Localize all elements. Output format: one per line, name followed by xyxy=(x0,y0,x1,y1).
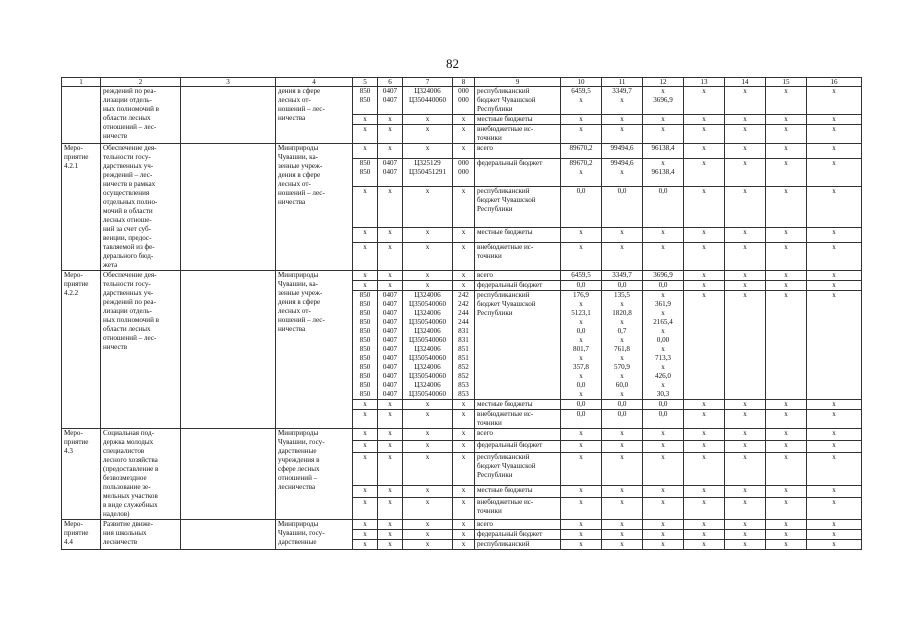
code-cell: x xyxy=(403,440,453,452)
value-cell: x xyxy=(725,400,766,410)
code-cell: x xyxy=(353,485,378,497)
value-cell: x xyxy=(561,125,602,144)
code-cell: x xyxy=(453,115,475,125)
value-cell: x xyxy=(766,125,807,144)
measure-code-cell xyxy=(62,87,101,144)
code-cell: x xyxy=(353,125,378,144)
value-cell: x xyxy=(807,452,862,485)
value-cell: x xyxy=(807,530,862,540)
code-cell: x xyxy=(453,440,475,452)
table-row xyxy=(62,429,862,441)
table-row xyxy=(62,87,862,115)
funding-source-cell: местные бюджеты xyxy=(475,485,561,497)
code-cell: x xyxy=(403,115,453,125)
code-cell: x xyxy=(378,400,403,410)
code-cell: x xyxy=(353,186,378,227)
value-cell: 96138,4 xyxy=(643,144,684,159)
value-cell: x xyxy=(725,452,766,485)
funding-source-cell: внебюджетные ис- точники xyxy=(475,497,561,519)
column-number-header: 7 xyxy=(403,78,453,87)
code-cell: x xyxy=(353,228,378,243)
value-cell: x xyxy=(725,291,766,400)
value-cell: x xyxy=(807,540,862,550)
value-cell: 176,9 x 5123,1 x 0,0 x 801,7 x 357,8 x 0,0 x xyxy=(561,291,602,400)
value-cell: x xyxy=(725,242,766,270)
code-cell: Ц324006 Ц350540060 Ц324006 Ц350540060 Ц324006 Ц350540060 Ц324006 Ц350540060 Ц324006 Ц350540060 Ц324006 Ц350540060 xyxy=(403,291,453,400)
column-number-header: 15 xyxy=(766,78,807,87)
value-cell: x xyxy=(725,271,766,281)
value-cell: x xyxy=(766,429,807,441)
funding-source-cell: местные бюджеты xyxy=(475,228,561,243)
code-cell: x xyxy=(453,228,475,243)
measure-name-cell: Обеспечение дея- тельности госу- дарственных уч- реждений – лес- ничеств в рамках осуществления отдельных полно- мочий в области лесных отноше- ний за счет суб- венции, предос- тавляемой из фе- дерального бюд- жета xyxy=(101,144,181,271)
value-cell: x xyxy=(684,520,725,530)
value-cell: 0,0 xyxy=(602,281,643,291)
value-cell: x xyxy=(807,242,862,270)
code-cell: x xyxy=(353,271,378,281)
value-cell: x xyxy=(684,115,725,125)
code-cell: 850 850 xyxy=(353,158,378,186)
code-cell: x xyxy=(353,520,378,530)
code-cell: x xyxy=(353,144,378,159)
value-cell: 0,0 xyxy=(602,186,643,227)
value-cell: x xyxy=(602,115,643,125)
code-cell: x xyxy=(353,281,378,291)
value-cell: x xyxy=(766,271,807,281)
funding-source-cell: республиканский xyxy=(475,540,561,550)
code-cell: x xyxy=(453,452,475,485)
value-cell: x xyxy=(725,520,766,530)
value-cell: x xyxy=(561,452,602,485)
measure-name-cell: Обеспечение дея- тельности госу- дарственных уч- реждений по реа- лизации отдель- ных полномочий в области лесных отношений – лес- ничеств xyxy=(101,271,181,429)
value-cell: x xyxy=(684,485,725,497)
executor-cell: Минприроды Чувашии, ка- зенные учреж- дения в сфере лесных от- ношений – лес- ничества xyxy=(276,271,353,429)
column-number-header: 16 xyxy=(807,78,862,87)
code-cell: 000 000 xyxy=(453,87,475,115)
funding-source-cell: федеральный бюджет xyxy=(475,281,561,291)
value-cell: x xyxy=(684,530,725,540)
funding-source-cell: республиканский бюджет Чувашской Республики xyxy=(475,452,561,485)
code-cell: x xyxy=(378,125,403,144)
funding-source-cell: внебюджетные ис- точники xyxy=(475,242,561,270)
column-number-header: 1 xyxy=(62,78,101,87)
code-cell: x xyxy=(353,540,378,550)
code-cell: x xyxy=(453,186,475,227)
value-cell: x xyxy=(602,497,643,519)
value-cell: x xyxy=(766,115,807,125)
code-cell: x xyxy=(403,228,453,243)
value-cell: x xyxy=(684,186,725,227)
value-cell: x xyxy=(684,400,725,410)
code-cell: x xyxy=(378,271,403,281)
value-cell: x xyxy=(643,520,684,530)
value-cell: x xyxy=(807,410,862,429)
measure-code-cell: Меро- приятие 4.2.2 xyxy=(62,271,101,429)
value-cell: x xyxy=(766,540,807,550)
value-cell: x xyxy=(725,228,766,243)
value-cell: x xyxy=(725,186,766,227)
code-cell: x xyxy=(353,242,378,270)
value-cell: x xyxy=(766,144,807,159)
code-cell: x xyxy=(353,452,378,485)
value-cell: x xyxy=(643,125,684,144)
measure-name-cell: Социальная под- держка молодых специалистов лесного хозяйства (предоставление в безвозмездное пользование зе- мельных участков в виде служебных наделов) xyxy=(101,429,181,520)
measure-code-cell: Меро- приятие 4.3 xyxy=(62,429,101,520)
measure-name-cell: Развитие движе- ния школьных лесничеств xyxy=(101,520,181,550)
code-cell: x xyxy=(378,452,403,485)
funding-source-cell: всего xyxy=(475,271,561,281)
value-cell: x xyxy=(766,87,807,115)
value-cell: 0,0 xyxy=(602,400,643,410)
code-cell: x xyxy=(453,429,475,441)
value-cell: x xyxy=(807,281,862,291)
value-cell: x xyxy=(602,452,643,485)
column-number-header: 8 xyxy=(453,78,475,87)
value-cell: x 96138,4 xyxy=(643,158,684,186)
value-cell: x xyxy=(807,400,862,410)
code-cell: x xyxy=(403,485,453,497)
value-cell: x xyxy=(807,158,862,186)
executor-cell: Минприроды Чувашии, ка- зенные учреж- дения в сфере лесных от- ношений – лес- ничества xyxy=(276,144,353,271)
value-cell: x xyxy=(602,520,643,530)
value-cell: 0,0 xyxy=(643,410,684,429)
code-cell: x xyxy=(378,281,403,291)
value-cell: x xyxy=(725,429,766,441)
code-cell: x xyxy=(403,281,453,291)
funding-source-cell: всего xyxy=(475,144,561,159)
value-cell: 0,0 xyxy=(561,400,602,410)
funding-source-cell: республиканский бюджет Чувашской Республики xyxy=(475,87,561,115)
code-cell: 850 850 xyxy=(353,87,378,115)
value-cell: x xyxy=(684,228,725,243)
value-cell: x xyxy=(807,497,862,519)
value-cell: x xyxy=(643,228,684,243)
funding-source-cell: всего xyxy=(475,520,561,530)
funding-source-cell: федеральный бюджет xyxy=(475,158,561,186)
value-cell: x xyxy=(561,440,602,452)
value-cell: x xyxy=(766,281,807,291)
value-cell: x 3696,9 xyxy=(643,87,684,115)
value-cell: x xyxy=(684,158,725,186)
value-cell: x xyxy=(725,540,766,550)
code-cell: x xyxy=(378,228,403,243)
column-number-header: 2 xyxy=(101,78,181,87)
value-cell: x xyxy=(561,429,602,441)
executor-cell: Минприроды Чувашии, госу- дарственные xyxy=(276,520,353,550)
value-cell: x xyxy=(725,440,766,452)
code-cell: x xyxy=(353,429,378,441)
value-cell: x xyxy=(807,125,862,144)
code-cell: x xyxy=(378,540,403,550)
code-cell: 0407 0407 xyxy=(378,158,403,186)
code-cell: x xyxy=(403,144,453,159)
value-cell: x xyxy=(725,144,766,159)
table-body xyxy=(62,78,862,550)
value-cell: 0,0 xyxy=(561,410,602,429)
table-row xyxy=(62,520,862,530)
value-cell: 6459,5 x xyxy=(561,87,602,115)
code-cell: x xyxy=(403,452,453,485)
code-cell: x xyxy=(403,540,453,550)
measure-code-cell: Меро- приятие 4.4 xyxy=(62,520,101,550)
value-cell: 89670,2 xyxy=(561,144,602,159)
value-cell: x xyxy=(807,520,862,530)
code-cell: x xyxy=(453,410,475,429)
code-cell: 850 850 850 850 850 850 850 850 850 850 850 850 xyxy=(353,291,378,400)
code-cell: x xyxy=(453,485,475,497)
code-cell: x xyxy=(378,530,403,540)
value-cell: x xyxy=(766,242,807,270)
code-cell: x xyxy=(403,186,453,227)
funding-source-cell: республиканский бюджет Чувашской Республики xyxy=(475,186,561,227)
value-cell: 0,0 xyxy=(643,400,684,410)
code-cell: x xyxy=(453,497,475,519)
column-number-header: 6 xyxy=(378,78,403,87)
page-number: 82 xyxy=(446,56,459,71)
code-cell: x xyxy=(353,115,378,125)
col3-cell xyxy=(181,520,276,550)
code-cell: x xyxy=(378,186,403,227)
value-cell: 0,0 xyxy=(561,186,602,227)
value-cell: x xyxy=(684,429,725,441)
value-cell: x xyxy=(602,485,643,497)
value-cell: x xyxy=(684,497,725,519)
value-cell: x xyxy=(602,540,643,550)
value-cell: x xyxy=(684,87,725,115)
value-cell: 0,0 xyxy=(643,281,684,291)
value-cell: x xyxy=(561,115,602,125)
value-cell: x xyxy=(561,228,602,243)
funding-source-cell: внебюджетные ис- точники xyxy=(475,410,561,429)
value-cell: 3349,7 x xyxy=(602,87,643,115)
code-cell: x xyxy=(403,497,453,519)
value-cell: x xyxy=(684,281,725,291)
code-cell: 000 000 xyxy=(453,158,475,186)
executor-cell: Минприроды Чувашии, госу- дарственные учреждения в сфере лесных отношений – лесничества xyxy=(276,429,353,520)
code-cell: x xyxy=(453,520,475,530)
value-cell: x xyxy=(725,485,766,497)
value-cell: x xyxy=(602,242,643,270)
value-cell: x xyxy=(766,158,807,186)
column-number-header: 9 xyxy=(475,78,561,87)
funding-source-cell: федеральный бюджет xyxy=(475,440,561,452)
value-cell: 135,5 x 1820,8 x 0,7 x 761,8 x 570,9 x 60,0 x xyxy=(602,291,643,400)
value-cell: x xyxy=(807,144,862,159)
funding-source-cell: местные бюджеты xyxy=(475,400,561,410)
value-cell: x xyxy=(643,540,684,550)
value-cell: x xyxy=(807,87,862,115)
value-cell: x xyxy=(643,429,684,441)
value-cell: 6459,5 xyxy=(561,271,602,281)
code-cell: x xyxy=(353,440,378,452)
value-cell: x xyxy=(725,410,766,429)
value-cell: x xyxy=(684,242,725,270)
value-cell: x xyxy=(684,440,725,452)
funding-source-cell: республиканский бюджет Чувашской Республики xyxy=(475,291,561,400)
code-cell: x xyxy=(403,125,453,144)
table-row xyxy=(62,144,862,159)
value-cell: x xyxy=(766,400,807,410)
value-cell: x xyxy=(684,452,725,485)
code-cell: x xyxy=(453,540,475,550)
code-cell: x xyxy=(453,144,475,159)
table-row xyxy=(62,271,862,281)
column-number-header: 14 xyxy=(725,78,766,87)
value-cell: x xyxy=(725,530,766,540)
value-cell: x xyxy=(766,228,807,243)
value-cell: 0,0 xyxy=(643,186,684,227)
value-cell: x xyxy=(684,271,725,281)
value-cell: x xyxy=(684,291,725,400)
code-cell: x xyxy=(453,242,475,270)
code-cell: x xyxy=(403,400,453,410)
code-cell: x xyxy=(453,530,475,540)
value-cell: x xyxy=(766,485,807,497)
value-cell: 99494,6 xyxy=(602,144,643,159)
funding-source-cell: федеральный бюджет xyxy=(475,530,561,540)
column-number-header: 5 xyxy=(353,78,378,87)
value-cell: x xyxy=(725,281,766,291)
value-cell: 0,0 xyxy=(602,410,643,429)
col3-cell xyxy=(181,271,276,429)
value-cell: x xyxy=(561,520,602,530)
code-cell: x xyxy=(453,281,475,291)
value-cell: x xyxy=(643,530,684,540)
col3-cell xyxy=(181,429,276,520)
value-cell: x xyxy=(643,485,684,497)
code-cell: x xyxy=(403,520,453,530)
code-cell: x xyxy=(378,520,403,530)
budget-table xyxy=(61,77,862,550)
value-cell: x xyxy=(643,440,684,452)
code-cell: x xyxy=(453,271,475,281)
code-cell: 0407 0407 0407 0407 0407 0407 0407 0407 0407 0407 0407 0407 xyxy=(378,291,403,400)
code-cell: 0407 0407 xyxy=(378,87,403,115)
value-cell: x xyxy=(807,440,862,452)
value-cell: x xyxy=(766,440,807,452)
code-cell: x xyxy=(353,410,378,429)
value-cell: x xyxy=(807,291,862,400)
value-cell: x xyxy=(725,497,766,519)
measure-name-cell: реждений по реа- лизации отдель- ных полномочий в области лесных отношений – лес- ничеств xyxy=(101,87,181,144)
value-cell: x xyxy=(602,228,643,243)
code-cell: x xyxy=(378,440,403,452)
value-cell: x xyxy=(766,497,807,519)
value-cell: x xyxy=(561,242,602,270)
col3-cell xyxy=(181,144,276,271)
code-cell: Ц324006 Ц350440060 xyxy=(403,87,453,115)
code-cell: x xyxy=(453,400,475,410)
code-cell: x xyxy=(353,400,378,410)
column-number-header: 10 xyxy=(561,78,602,87)
funding-source-cell: внебюджетные ис- точники xyxy=(475,125,561,144)
measure-code-cell: Меро- приятие 4.2.1 xyxy=(62,144,101,271)
value-cell: x xyxy=(807,271,862,281)
value-cell: x xyxy=(807,228,862,243)
value-cell: x xyxy=(766,291,807,400)
value-cell: x xyxy=(766,186,807,227)
code-cell: x xyxy=(403,530,453,540)
value-cell: x xyxy=(684,540,725,550)
value-cell: x xyxy=(643,497,684,519)
value-cell: x xyxy=(643,242,684,270)
value-cell: x xyxy=(643,115,684,125)
value-cell: x xyxy=(684,410,725,429)
value-cell: x xyxy=(561,497,602,519)
code-cell: x xyxy=(378,144,403,159)
executor-cell: дения в сфере лесных от- ношений – лес- ничества xyxy=(276,87,353,144)
code-cell: x xyxy=(403,271,453,281)
value-cell: x xyxy=(807,115,862,125)
column-number-header: 13 xyxy=(684,78,725,87)
code-cell: x xyxy=(378,497,403,519)
value-cell: x xyxy=(561,530,602,540)
funding-source-cell: местные бюджеты xyxy=(475,115,561,125)
code-cell: x xyxy=(353,530,378,540)
value-cell: x xyxy=(643,452,684,485)
code-cell: 242 242 244 244 831 831 851 851 852 852 853 853 xyxy=(453,291,475,400)
value-cell: 89670,2 x xyxy=(561,158,602,186)
col3-cell xyxy=(181,87,276,144)
value-cell: 0,0 xyxy=(561,281,602,291)
code-cell: x xyxy=(403,410,453,429)
code-cell: x xyxy=(378,410,403,429)
column-number-header: 3 xyxy=(181,78,276,87)
value-cell: x xyxy=(725,125,766,144)
column-number-row xyxy=(62,78,862,87)
value-cell: x xyxy=(807,429,862,441)
value-cell: x xyxy=(684,125,725,144)
value-cell: 3349,7 xyxy=(602,271,643,281)
value-cell: x xyxy=(602,429,643,441)
value-cell: x xyxy=(766,452,807,485)
column-number-header: 11 xyxy=(602,78,643,87)
value-cell: 3696,9 xyxy=(643,271,684,281)
code-cell: x xyxy=(378,115,403,125)
funding-source-cell: всего xyxy=(475,429,561,441)
value-cell: x xyxy=(725,87,766,115)
value-cell: x xyxy=(725,158,766,186)
value-cell: x xyxy=(684,144,725,159)
value-cell: x xyxy=(766,410,807,429)
value-cell: x xyxy=(766,520,807,530)
column-number-header: 12 xyxy=(643,78,684,87)
value-cell: x xyxy=(602,530,643,540)
code-cell: x xyxy=(453,125,475,144)
code-cell: Ц325129 Ц350451291 xyxy=(403,158,453,186)
value-cell: x xyxy=(561,540,602,550)
value-cell: x 361,9 x 2165,4 x 0,00 x 713,3 x 426,0 x 30,3 xyxy=(643,291,684,400)
value-cell: x xyxy=(807,186,862,227)
column-number-header: 4 xyxy=(276,78,353,87)
code-cell: x xyxy=(378,429,403,441)
value-cell: 99494,6 x xyxy=(602,158,643,186)
value-cell: x xyxy=(725,115,766,125)
value-cell: x xyxy=(766,530,807,540)
code-cell: x xyxy=(378,485,403,497)
code-cell: x xyxy=(353,497,378,519)
value-cell: x xyxy=(602,125,643,144)
code-cell: x xyxy=(378,242,403,270)
value-cell: x xyxy=(602,440,643,452)
value-cell: x xyxy=(807,485,862,497)
value-cell: x xyxy=(561,485,602,497)
code-cell: x xyxy=(403,242,453,270)
code-cell: x xyxy=(403,429,453,441)
